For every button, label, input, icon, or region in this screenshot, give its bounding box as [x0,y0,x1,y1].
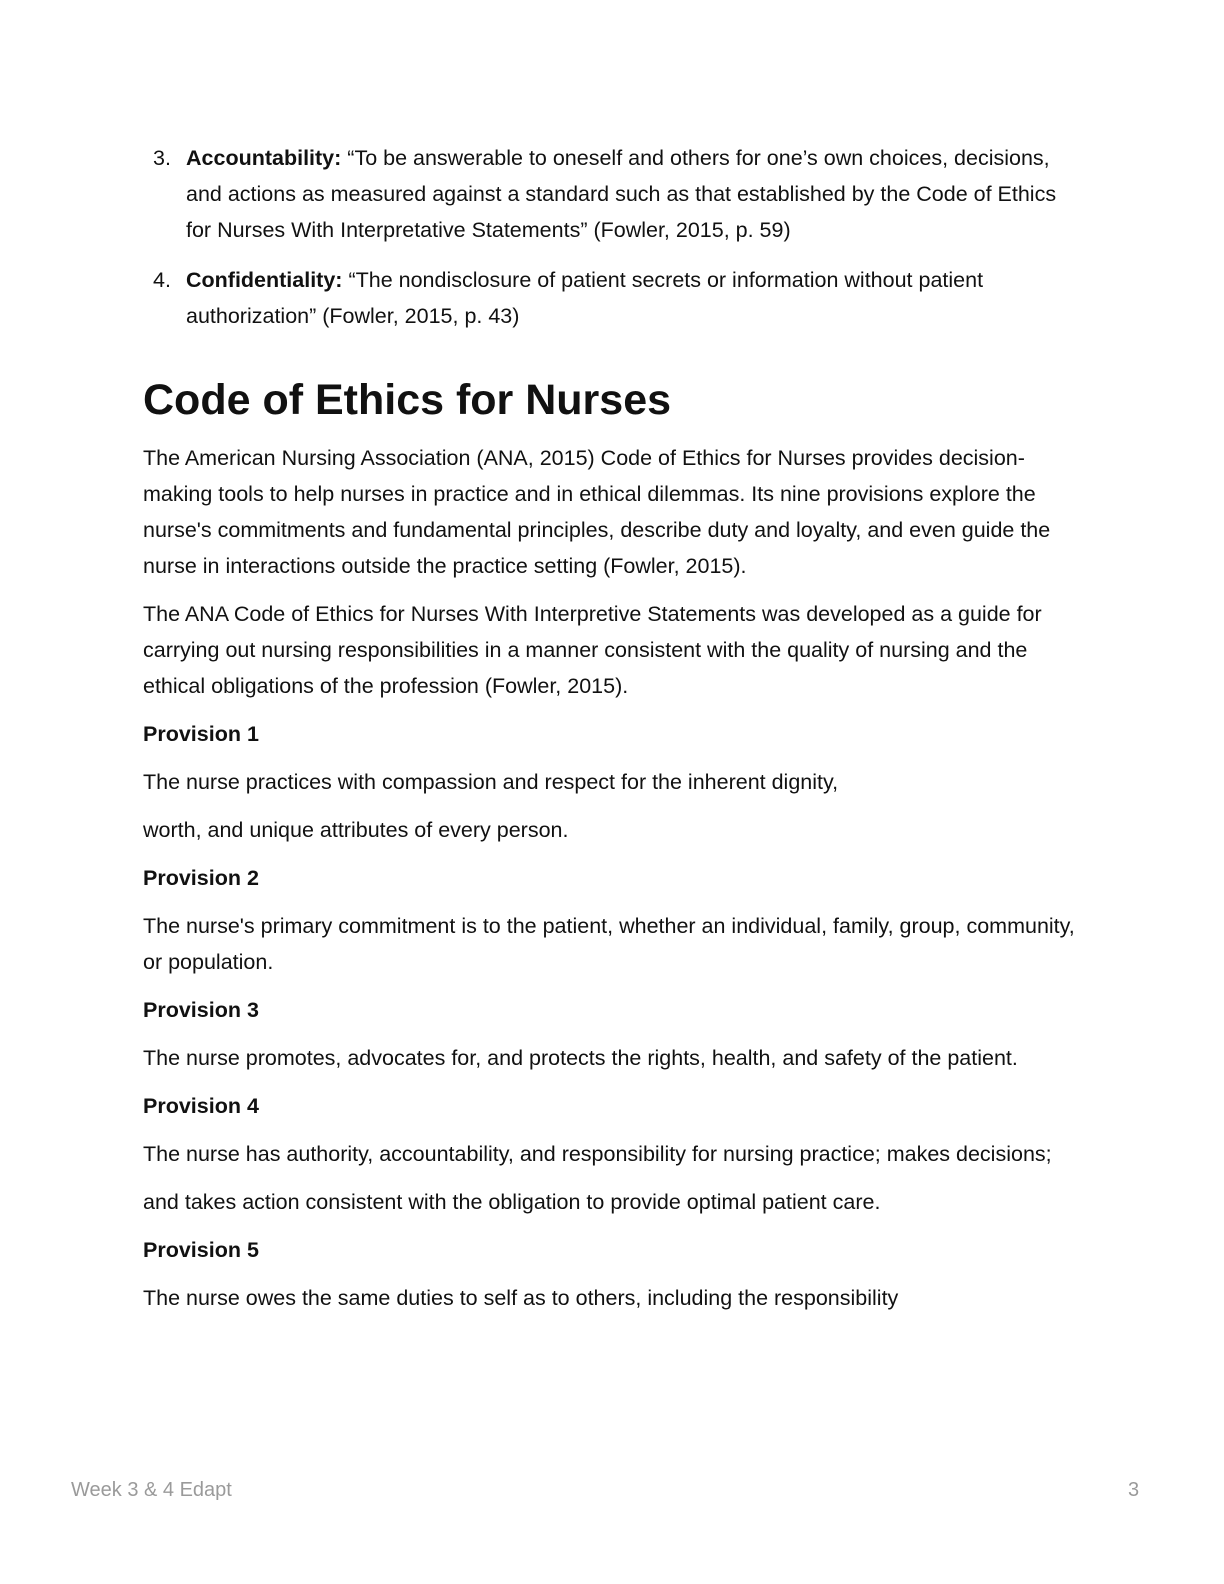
definition-item-confidentiality [143,262,1078,334]
definition-item-accountability [143,140,1078,248]
provision-5 [143,1232,1078,1316]
page-content [143,140,1078,1328]
intro-paragraph: The American Nursing Association (ANA, 2015) Code of Ethics for Nurses provides decision-making tools to help nurses in practice and in ethical dilemmas. Its nine provisions explore the nurse's commitments and fundamental principles, describe duty and loyalty, and even guide the nurse in interactions outside the practice setting (Fowler, 2015). [143,446,1051,578]
definition-text: “The nondisclosure of patient secrets or information without patient authorization” (Fowler, 2015, p. 43) [186,268,984,328]
provision-4 [143,1088,1078,1220]
provision-text: worth, and unique attributes of every person. [143,818,569,842]
provision-2 [143,860,1078,980]
provision-text: The nurse owes the same duties to self as to others, including the responsibility [143,1286,899,1310]
provision-heading: Provision 3 [143,998,259,1022]
provision-text: The nurse promotes, advocates for, and protects the rights, health, and safety of the patient. [143,1046,1018,1070]
definitions-list [143,140,1078,334]
provision-text: The nurse has authority, accountability, and responsibility for nursing practice; makes decisions; [143,1142,1052,1166]
provision-heading: Provision 1 [143,722,259,746]
footer-title: Week 3 & 4 Edapt [71,1479,232,1501]
definition-term: Confidentiality: [186,268,343,292]
section-title: Code of Ethics for Nurses [143,376,672,424]
provision-heading: Provision 5 [143,1238,259,1262]
provision-1 [143,716,1078,848]
intro-paragraph: The ANA Code of Ethics for Nurses With Interpretive Statements was developed as a guide for carrying out nursing responsibilities in a manner consistent with the quality of nursing and the ethical obligations of the profession (Fowler, 2015). [143,602,1042,698]
definition-term: Accountability: [186,146,342,170]
provision-3 [143,992,1078,1076]
provision-heading: Provision 2 [143,866,259,890]
provision-heading: Provision 4 [143,1094,259,1118]
provision-text: and takes action consistent with the obligation to provide optimal patient care. [143,1190,881,1214]
list-number: 4. [153,268,171,292]
provision-text: The nurse's primary commitment is to the patient, whether an individual, family, group, community, or population. [143,914,1075,974]
definition-text: “To be answerable to oneself and others for one’s own choices, decisions, and actions as measured against a standard such as that established by the Code of Ethics for Nurses With Interpretative Statements” (Fowler, 2015, p. 59) [186,146,1057,242]
list-number: 3. [153,146,171,170]
provision-text: The nurse practices with compassion and respect for the inherent dignity, [143,770,839,794]
page-number: 3 [1128,1479,1140,1501]
